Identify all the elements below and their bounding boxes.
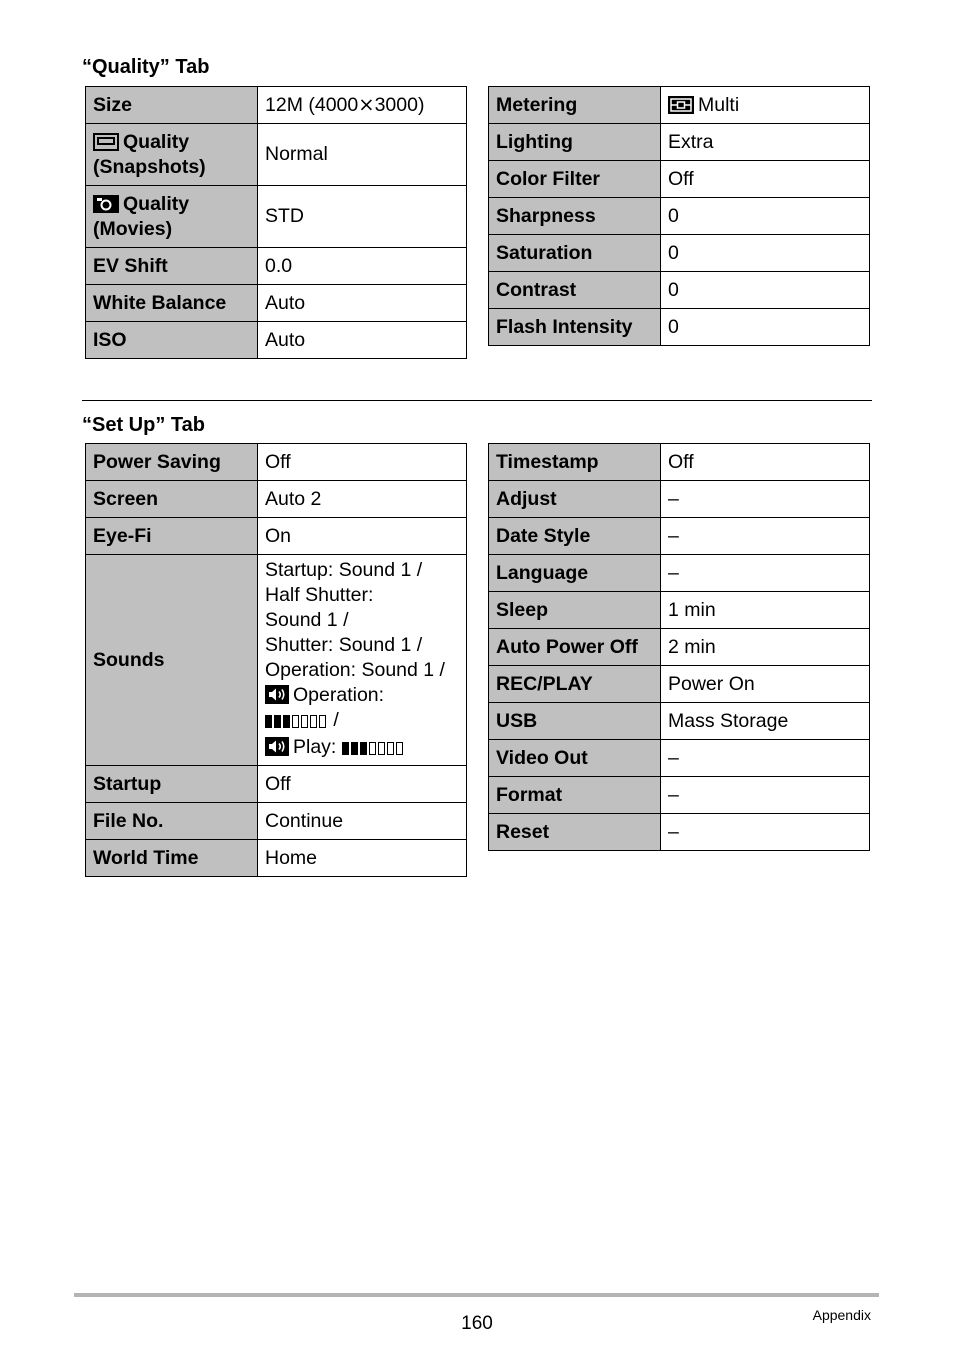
snapshot-quality-sublabel: (Snapshots) xyxy=(93,155,206,178)
setting-value: 0 xyxy=(661,272,870,309)
speaker-icon xyxy=(265,737,289,756)
play-volume-bar xyxy=(342,737,405,762)
table-row xyxy=(86,518,467,555)
setting-label: Flash Intensity xyxy=(489,309,661,346)
setting-label: Sharpness xyxy=(489,198,661,235)
table-row xyxy=(86,186,467,248)
setting-value: 0 xyxy=(661,309,870,346)
setting-value: – xyxy=(661,814,870,851)
operation-volume-bar xyxy=(265,710,328,735)
sounds-line: Startup: Sound 1 / xyxy=(265,559,423,581)
table-row xyxy=(86,481,467,518)
setup-right-table xyxy=(488,443,870,851)
sounds-value xyxy=(258,555,467,766)
setting-value-metering xyxy=(661,87,870,124)
speaker-icon xyxy=(265,685,289,704)
table-row xyxy=(86,803,467,840)
setting-label: EV Shift xyxy=(86,248,258,285)
setting-label: Size xyxy=(86,87,258,124)
setting-value: 0 xyxy=(661,198,870,235)
setting-label: Reset xyxy=(489,814,661,851)
table-row xyxy=(489,309,870,346)
setting-value: – xyxy=(661,481,870,518)
setting-label: Date Style xyxy=(489,518,661,555)
table-row xyxy=(489,777,870,814)
setting-label: Format xyxy=(489,777,661,814)
table-row xyxy=(489,518,870,555)
setting-value: – xyxy=(661,777,870,814)
setting-value: 0.0 xyxy=(258,248,467,285)
table-row xyxy=(489,629,870,666)
setting-label: File No. xyxy=(86,803,258,840)
table-row xyxy=(489,235,870,272)
metering-value: Multi xyxy=(698,93,740,116)
setting-label: World Time xyxy=(86,840,258,877)
setting-value: On xyxy=(258,518,467,555)
setup-tab-title: “Set Up” Tab xyxy=(82,414,205,436)
table-row xyxy=(489,703,870,740)
table-row xyxy=(489,444,870,481)
setting-label-snapshot-quality xyxy=(86,124,258,186)
sounds-line: Operation: xyxy=(293,684,385,706)
table-row xyxy=(86,322,467,359)
setting-label: Saturation xyxy=(489,235,661,272)
setup-left-table xyxy=(85,443,467,877)
setting-value: Continue xyxy=(258,803,467,840)
setting-label: Timestamp xyxy=(489,444,661,481)
setting-value: Power On xyxy=(661,666,870,703)
setting-value: Mass Storage xyxy=(661,703,870,740)
table-row xyxy=(489,592,870,629)
setting-label: Power Saving xyxy=(86,444,258,481)
setting-label: Sounds xyxy=(86,555,258,766)
setting-value: Off xyxy=(661,161,870,198)
setting-label: Contrast xyxy=(489,272,661,309)
movie-quality-sublabel: (Movies) xyxy=(93,217,173,240)
setting-label: Eye-Fi xyxy=(86,518,258,555)
table-row xyxy=(489,555,870,592)
setting-label: USB xyxy=(489,703,661,740)
setting-value: 12M (4000⨯3000) xyxy=(258,87,467,124)
table-row xyxy=(86,766,467,803)
table-row xyxy=(86,840,467,877)
setting-value: – xyxy=(661,555,870,592)
setting-label: Auto Power Off xyxy=(489,629,661,666)
snapshot-camera-icon xyxy=(93,133,119,151)
setting-value: Extra xyxy=(661,124,870,161)
section-label: Appendix xyxy=(812,1307,871,1323)
setting-value: Off xyxy=(258,766,467,803)
setting-label: ISO xyxy=(86,322,258,359)
setting-value: Off xyxy=(661,444,870,481)
table-row xyxy=(86,124,467,186)
quality-tab-title: “Quality” Tab xyxy=(82,56,210,78)
table-row xyxy=(489,740,870,777)
setting-value: Auto xyxy=(258,285,467,322)
setting-value: Auto 2 xyxy=(258,481,467,518)
setting-value: – xyxy=(661,518,870,555)
movie-camera-icon xyxy=(93,195,119,213)
sounds-line: Shutter: Sound 1 / xyxy=(265,634,423,656)
table-row xyxy=(489,161,870,198)
sounds-line: Sound 1 / xyxy=(265,609,349,631)
table-row xyxy=(489,666,870,703)
setting-label: REC/PLAY xyxy=(489,666,661,703)
table-row xyxy=(489,272,870,309)
setting-label: Lighting xyxy=(489,124,661,161)
setting-value: Off xyxy=(258,444,467,481)
setting-label: Sleep xyxy=(489,592,661,629)
multi-metering-icon xyxy=(668,96,694,114)
setting-value: 0 xyxy=(661,235,870,272)
table-row xyxy=(489,124,870,161)
quality-left-table xyxy=(85,86,467,359)
setting-label: Color Filter xyxy=(489,161,661,198)
sounds-line: Half Shutter: xyxy=(265,584,374,606)
table-row xyxy=(489,198,870,235)
table-row xyxy=(489,87,870,124)
sounds-line: / xyxy=(333,709,339,731)
setting-value: Home xyxy=(258,840,467,877)
setting-value: STD xyxy=(258,186,467,248)
table-row xyxy=(86,248,467,285)
movie-quality-label: Quality xyxy=(123,192,190,215)
table-row xyxy=(86,285,467,322)
page-number: 160 xyxy=(461,1313,493,1334)
setting-label: Screen xyxy=(86,481,258,518)
setting-value: Normal xyxy=(258,124,467,186)
setting-label: Video Out xyxy=(489,740,661,777)
setting-label-movie-quality xyxy=(86,186,258,248)
setting-label: Language xyxy=(489,555,661,592)
setting-label: White Balance xyxy=(86,285,258,322)
setting-label: Metering xyxy=(489,87,661,124)
table-row xyxy=(86,555,467,766)
snapshot-quality-label: Quality xyxy=(123,130,190,153)
setting-value: – xyxy=(661,740,870,777)
quality-right-table xyxy=(488,86,870,346)
table-row xyxy=(489,481,870,518)
setting-value: 1 min xyxy=(661,592,870,629)
sounds-line: Operation: Sound 1 / xyxy=(265,659,445,681)
section-divider xyxy=(82,400,872,401)
table-row xyxy=(86,444,467,481)
setting-value: Auto xyxy=(258,322,467,359)
table-row xyxy=(86,87,467,124)
setting-label: Adjust xyxy=(489,481,661,518)
setting-label: Startup xyxy=(86,766,258,803)
footer-divider xyxy=(74,1293,879,1297)
setting-value: 2 min xyxy=(661,629,870,666)
table-row xyxy=(489,814,870,851)
sounds-line: Play: xyxy=(293,736,337,758)
